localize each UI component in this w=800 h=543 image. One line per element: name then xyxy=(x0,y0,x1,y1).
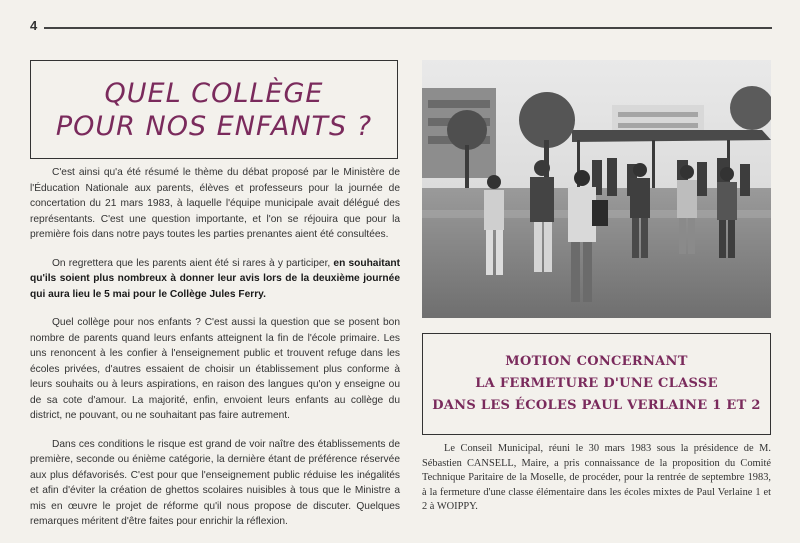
article-paragraph-2-text: On regrettera que les parents aient été si rares à y participer, xyxy=(52,257,334,269)
school-photo-illustration xyxy=(422,60,771,318)
article-body xyxy=(30,165,400,543)
header-rule xyxy=(44,27,772,29)
article-title-box xyxy=(30,60,398,159)
article-paragraph-2 xyxy=(30,256,400,303)
motion-title-line-3: DANS LES ÉCOLES PAUL VERLAINE 1 ET 2 xyxy=(432,398,761,413)
article-title-line-1: QUEL COLLÈGE xyxy=(104,77,324,109)
article-paragraph-4: Dans ces conditions le risque est grand de voir naître des établissements de première, seconde ou énième catégorie, la dernière étant de préférence réservée aux plus défavorisés. C'est pour que l'enseignement public réduise les inégalités et afin d'éviter la création de ghettos scolaires nuisibles à tous que le Ministre a mis en œuvre le projet de réforme qu'il nous propose de discuter. Quelques remarques méritent d'être faites pour enrichir la réflexion. xyxy=(30,438,400,527)
article-paragraph-1: C'est ainsi qu'a été résumé le thème du débat proposé par le Ministère de l'Éducation Nationale aux parents, élèves et professeurs pour la journée de concertation du 21 mars 1983, à laquelle l'équipe municipale avait délégué des représentants. C'est une question importante, et l'on se réjouira que pour la première fois dans notre pays toutes les parties prenantes aient été consultées. xyxy=(30,167,400,240)
motion-title-line-2: LA FERMETURE D'UNE CLASSE xyxy=(475,376,718,391)
motion-title-line-1: MOTION CONCERNANT xyxy=(505,354,688,369)
page-number: 4 xyxy=(30,18,38,33)
motion-body xyxy=(422,442,771,515)
article-paragraph-2-emphasis: en souhaitant qu'ils soient plus nombreux à donner leur avis lors de la deuxième journée qui aura lieu le 5 mai pour le Collège Jules Ferry. xyxy=(30,257,400,300)
article-title-line-2: POUR NOS ENFANTS ? xyxy=(55,110,373,142)
article-paragraph-3: Quel collège pour nos enfants ? C'est aussi la question que se posent bon nombre de parents quand leurs enfants atteignent la fin de l'école primaire. Les uns renoncent à les confier à l'enseignement public et trouvent refuge dans les écoles privées, d'autres essaient de choisir un établissement plus conforme à leurs souhaits ou à leurs aspirations, en raison des langues qu'on y enseigne ou de sa cote d'amour. La majorité, enfin, envoient leurs enfants au collège du district, ne pouvant, ou ne souhaitant pas faire autrement. xyxy=(30,317,400,421)
motion-paragraph: Le Conseil Municipal, réuni le 30 mars 1983 sous la présidence de M. Sébastien CANSELL, Maire, a pris connaissance de la proposition du Comité Technique Paritaire de la Moselle, de procéder, pour la rentrée de septembre 1983, à la fermeture d'une classe élémentaire dans les écoles mixtes de Paul Verlaine 1 et 2 à WOIPPY. xyxy=(422,443,771,512)
school-photo xyxy=(422,60,771,318)
motion-title-box xyxy=(422,333,771,435)
